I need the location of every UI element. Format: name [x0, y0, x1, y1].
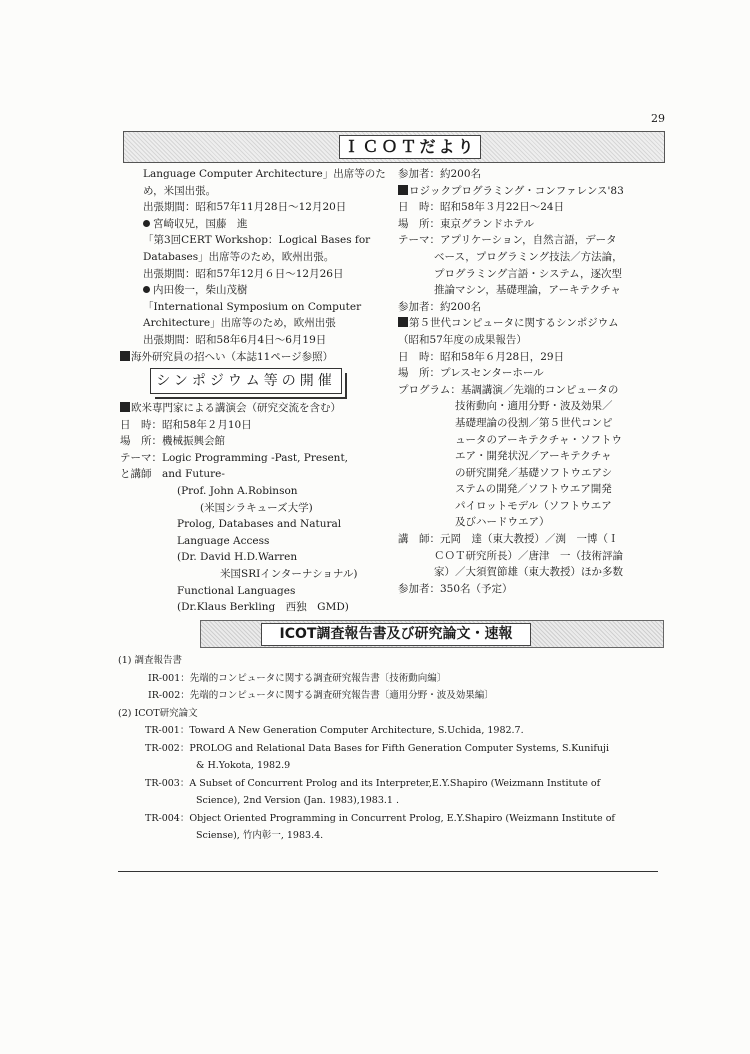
text-line [398, 465, 668, 482]
text-line-text: ベース，プログラミング技法／方法論， [434, 250, 623, 263]
text-line-text: 第５世代コンピュータに関するシンポジウム [409, 317, 619, 330]
text-line [120, 566, 390, 583]
text-line [398, 398, 668, 415]
text-line [120, 417, 390, 434]
section-marker-icon [398, 185, 408, 195]
text-line [398, 183, 668, 200]
reference-line [118, 757, 678, 775]
text-line-text: (Prof. John A.Robinson [177, 484, 298, 497]
text-line [398, 249, 668, 266]
text-line [120, 232, 390, 249]
reference-line-text: IR-002：先端的コンピュータに関する調査研究報告書〔適用分野・波及効果編〕 [148, 690, 494, 701]
text-line [120, 516, 390, 533]
reference-line [118, 792, 678, 810]
text-line [398, 415, 668, 432]
text-line-text: 家）／大須賀節雄（東大教授）ほか多数 [434, 566, 623, 579]
text-line [398, 199, 668, 216]
text-line-text: Databases」出席等のため，欧州出張。 [143, 250, 335, 263]
text-line-text: 「International Symposium on Computer [143, 300, 362, 313]
reference-line [118, 652, 678, 670]
text-line-text: ロジックプログラミング・コンファレンス'83 [409, 184, 624, 197]
text-line-text: 欧米専門家による講演会（研究交流を含む） [131, 402, 341, 414]
text-line-text: Language Computer Architecture」出席等のた [143, 168, 386, 180]
text-line [398, 315, 668, 332]
symposium-heading: シンポジウム等の開催 [150, 368, 342, 394]
text-line [120, 450, 390, 467]
bullet-dot-icon [143, 220, 150, 227]
text-line-text: 内田俊一，柴山茂樹 [153, 284, 248, 297]
reports-banner [200, 620, 664, 648]
text-line [398, 564, 668, 581]
text-line [120, 166, 390, 183]
bullet-dot-icon [143, 286, 150, 293]
text-line [398, 498, 668, 515]
text-line [398, 332, 668, 349]
reference-line-text: & H.Yokota, 1982.9 [196, 760, 291, 771]
reference-line [118, 705, 678, 723]
right-column [398, 166, 668, 597]
text-line-text: 日 時：昭和58年６月28日，29日 [398, 350, 565, 363]
text-line-text: テーマ：Logic Programming -Past, Present, [120, 451, 348, 464]
text-line-text: ュータのアーキテクチャ・ソフトウ [455, 433, 622, 446]
text-line-text: め，米国出張。 [143, 184, 217, 197]
text-line-text: 「第3回CERT Workshop：Logical Bases for [143, 234, 371, 247]
text-line [120, 266, 390, 283]
text-line-text: 推論マシン，基礎理論，アーキテクチャ [434, 284, 621, 297]
text-line-text: の研究開発／基礎ソフトウエアシ [455, 466, 613, 479]
text-line [398, 232, 668, 249]
reference-line-text: IR-001：先端的コンピュータに関する調査研究報告書〔技術動向編〕 [148, 672, 447, 684]
reference-line [118, 775, 678, 793]
text-line [120, 199, 390, 216]
text-line [120, 282, 390, 299]
text-line-text: プログラミング言語・システム，逐次型 [434, 267, 623, 280]
text-line-text: パイロットモデル（ソフトウエア [455, 499, 612, 512]
reference-list [118, 652, 678, 845]
text-line [120, 216, 390, 233]
reference-line [118, 740, 678, 758]
left-column [120, 166, 390, 365]
header-title: ＩＣＯＴだより [339, 135, 481, 159]
text-line-text: 宮崎収兄，国藤 進 [153, 217, 248, 230]
reference-line-text: TR-003：A Subset of Concurrent Prolog and its Interpreter,E.Y.Shapiro (Weizmann Institute of [145, 777, 601, 789]
text-line [120, 332, 390, 349]
reference-line-text: TR-001：Toward A New Generation Computer Architecture, S.Uchida, 1982.7. [145, 725, 524, 736]
text-line-text: 出張期間：昭和57年12月６日～12月26日 [143, 267, 344, 280]
text-line-text: 基礎理論の役割／第５世代コンピ [455, 416, 613, 429]
left-column-events [120, 400, 390, 616]
section-marker-icon [120, 402, 130, 412]
text-line-text: エア・開発状況／アーキテクチャ [455, 450, 612, 463]
text-line [398, 382, 668, 399]
text-line-text: (Dr.Klaus Berkling 西独 GMD) [177, 601, 349, 614]
text-line-text: 出張期間：昭和58年6月4日～6月19日 [143, 333, 327, 346]
reference-line [118, 810, 678, 828]
text-line-text: 参加者：約200名 [398, 300, 482, 313]
text-line [120, 249, 390, 266]
text-line [120, 466, 390, 483]
text-line-text: 講 師：元岡 達（東大教授）／渕 一博（Ｉ [398, 533, 619, 546]
section-marker-icon [120, 351, 130, 361]
text-line [398, 349, 668, 366]
text-line-text: 参加者：350名（予定） [398, 582, 513, 595]
text-line-text: 米国SRIインターナショナル) [220, 567, 358, 580]
text-line-text: テーマ：アプリケーション，自然言語，データ [398, 234, 617, 247]
text-line-text: (Dr. David H.D.Warren [177, 551, 298, 564]
text-line [398, 548, 668, 565]
reference-line-text: (1) 調査報告書 [118, 655, 182, 666]
text-line-text: 出張期間：昭和57年11月28日～12月20日 [143, 201, 347, 214]
text-line-text: Functional Languages [177, 584, 296, 597]
text-line-text: 場 所：機械振興会館 [120, 435, 225, 448]
text-line-text: 海外研究員の招へい（本誌11ページ参照） [131, 350, 334, 363]
text-line-text: 及びハードウエア） [455, 516, 550, 529]
text-line-text: 日 時：昭和58年３月22日～24日 [398, 201, 565, 214]
text-line-text: 技術動向・適用分野・波及効果／ [455, 400, 613, 413]
text-line-text: ステムの開発／ソフトウエア開発 [455, 483, 612, 496]
text-line-text: Language Access [177, 534, 270, 547]
text-line [120, 433, 390, 450]
text-line [120, 583, 390, 600]
text-line [120, 599, 390, 616]
text-line [398, 299, 668, 316]
bottom-rule [118, 871, 658, 872]
text-line [120, 533, 390, 550]
text-line [398, 365, 668, 382]
reference-line-text: Science), 2nd Version (Jan. 1983),1983.1 . [196, 795, 400, 806]
text-line [120, 500, 390, 517]
text-line-text: 参加者：約200名 [398, 168, 482, 180]
reference-line-text: TR-004：Object Oriented Programming in Concurrent Prolog, E.Y.Shapiro (Weizmann Institute of [145, 812, 615, 824]
text-line-text: (米国シラキューズ大学) [200, 501, 313, 514]
text-line [398, 448, 668, 465]
text-line [120, 349, 390, 366]
text-line [120, 299, 390, 316]
text-line [120, 315, 390, 332]
reference-line-text: (2) ICOT研究論文 [118, 707, 198, 719]
text-line-text: と講師 and Future- [120, 468, 225, 481]
text-line-text: 日 時：昭和58年２月10日 [120, 418, 252, 431]
reference-line [118, 827, 678, 845]
text-line-text: Architecture」出席等のため，欧州出張 [143, 317, 336, 330]
text-line [398, 481, 668, 498]
text-line [398, 531, 668, 548]
text-line [398, 266, 668, 283]
reference-line [118, 670, 678, 688]
text-line [120, 483, 390, 500]
section-marker-icon [398, 317, 408, 327]
reports-title: ICOT調査報告書及び研究論文・速報 [261, 623, 531, 646]
reference-line [118, 722, 678, 740]
text-line-text: Prolog, Databases and Natural [177, 518, 342, 531]
text-line-text: （昭和57年度の成果報告） [398, 333, 527, 346]
header-banner [123, 131, 665, 163]
text-line-text: プログラム：基調講演／先端的コンピュータの [398, 383, 619, 396]
text-line [398, 166, 668, 183]
text-line [120, 183, 390, 200]
reference-line-text: TR-002：PROLOG and Relational Data Bases for Fifth Generation Computer Systems, S.Kunifuji [145, 742, 610, 754]
text-line [120, 549, 390, 566]
page-number: 29 [651, 112, 665, 125]
text-line [398, 282, 668, 299]
text-line-text: 場 所：プレスセンターホール [398, 367, 544, 380]
text-line [398, 581, 668, 598]
text-line-text: ＣＯＴ研究所長）／唐津 一（技術評論 [434, 549, 623, 562]
text-line [398, 514, 668, 531]
text-line [120, 400, 390, 417]
reference-line-text: Sciense), 竹内彰一, 1983.4. [196, 830, 324, 841]
text-line [398, 432, 668, 449]
text-line-text: 場 所：東京グランドホテル [398, 217, 534, 230]
reference-line [118, 687, 678, 705]
text-line [398, 216, 668, 233]
